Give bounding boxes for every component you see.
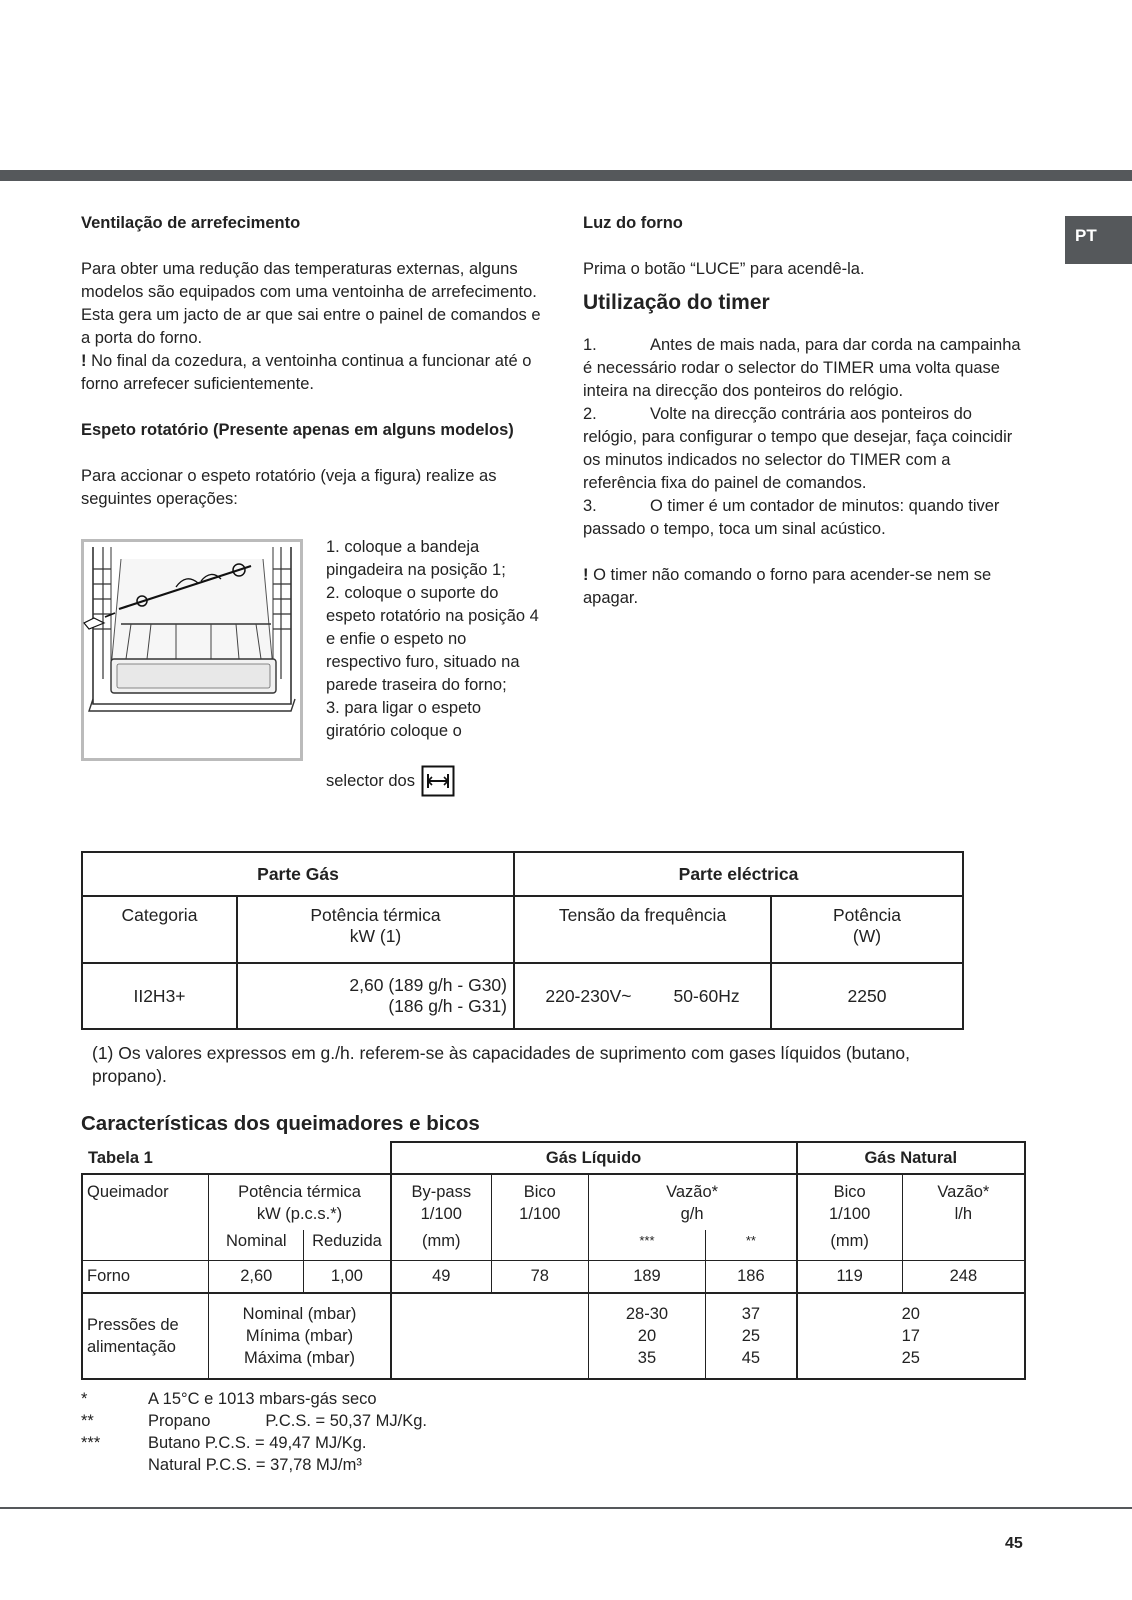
- footnote-symbol: **: [81, 1412, 94, 1430]
- col-thermal-power-line2: kW (1): [349, 926, 402, 946]
- pressure-natural: [797, 1293, 1025, 1379]
- pressure-type: Nominal (mbar): [242, 1305, 357, 1323]
- pressure-propane: [706, 1293, 797, 1379]
- empty-cell: [391, 1293, 589, 1379]
- footnote-symbol: *: [81, 1390, 88, 1408]
- row-pressure-label-line1: Pressões de: [87, 1316, 179, 1334]
- footnotes: [81, 1388, 427, 1476]
- col-nozzle-line1: Bico: [523, 1183, 556, 1201]
- footnote: [81, 1454, 427, 1476]
- empty-cell: [82, 1230, 209, 1260]
- page-number: 45: [1005, 1535, 1023, 1552]
- value-thermal-power-line1: 2,60 (189 g/h - G30): [349, 975, 507, 995]
- footnote-text: A 15°C e 1013 mbars-gás seco: [148, 1390, 377, 1408]
- col-nominal: Nominal: [209, 1230, 304, 1260]
- burners-table: [81, 1141, 1026, 1380]
- col-thermal-power-line2: kW (p.c.s.*): [256, 1205, 343, 1223]
- step-item: 1. coloque a bandeja pingadeira na posição 1;: [326, 538, 506, 579]
- table-note: (1) Os valores expressos em g./h. referem-se às capacidades de suprimento com gases líquidos (butano, propano).: [92, 1043, 911, 1086]
- top-rule: [0, 170, 1132, 181]
- col-nozzle-natural-unit: (mm): [797, 1230, 903, 1260]
- col-flow-natural-line1: Vazão*: [937, 1183, 990, 1201]
- timer-item: [583, 495, 1023, 541]
- pressure-butane: [588, 1293, 706, 1379]
- timer-item-number: 2.: [583, 405, 597, 423]
- cell-nominal: 2,60: [209, 1260, 304, 1293]
- empty-cell: [902, 1230, 1025, 1260]
- col-flow-line2: g/h: [680, 1205, 704, 1223]
- col-flow: [588, 1174, 796, 1230]
- value-voltage: [514, 963, 771, 1029]
- footnote: [81, 1432, 427, 1454]
- col-bypass-unit: (mm): [391, 1230, 492, 1260]
- oven-light-paragraph: Prima o botão “LUCE” para acendê-la.: [583, 260, 865, 278]
- rotisserie-intro: Para accionar o espeto rotatório (veja a figura) realize as seguintes operações:: [81, 467, 497, 508]
- footnote-symbol: [81, 1454, 148, 1476]
- header-liquid-gas: Gás Líquido: [391, 1142, 797, 1174]
- rotisserie-symbol-icon: [421, 765, 455, 797]
- pressure-type: Mínima (mbar): [245, 1327, 354, 1345]
- col-bypass-line2: 1/100: [420, 1205, 462, 1223]
- ventilation-warning-text: No final da cozedura, a ventoinha continua a funcionar até o forno arrefecer suficientemente.: [81, 352, 532, 393]
- cell-bypass: 49: [391, 1260, 492, 1293]
- col-flow-line1: Vazão*: [666, 1183, 719, 1201]
- col-thermal-power: [209, 1174, 391, 1230]
- pressure-value: 17: [901, 1327, 920, 1345]
- row-pressure-label-line2: alimentação: [87, 1338, 176, 1356]
- cell-butane-flow: 189: [588, 1260, 706, 1293]
- section-heading-rotisserie: Espeto rotatório (Presente apenas em alguns modelos): [81, 421, 514, 439]
- col-propane-marker: **: [706, 1230, 797, 1260]
- pressure-value: 37: [741, 1305, 761, 1323]
- value-thermal-power-line2: (186 g/h - G31): [388, 996, 507, 1016]
- step-item: 3. para ligar o espeto giratório coloque o: [326, 699, 482, 740]
- left-column: [81, 212, 546, 511]
- rotisserie-steps: [326, 536, 541, 743]
- row-oven-label: Forno: [82, 1260, 209, 1293]
- pressure-type: Máxima (mbar): [244, 1349, 355, 1367]
- footnote-text: Natural P.C.S. = 37,78 MJ/m³: [148, 1456, 362, 1474]
- col-flow-natural: [902, 1174, 1025, 1230]
- timer-item-text: Volte na direcção contrária aos ponteiros do relógio, para configurar o tempo que desejar, faça coincidir os minutos indicados no selector do TIMER com a referência fixa do painel de comandos.: [583, 405, 1013, 492]
- selector-text: selector dos: [326, 772, 415, 790]
- col-bypass-line1: By-pass: [411, 1183, 472, 1201]
- footnote-text: Butano P.C.S. = 49,47 MJ/Kg.: [148, 1434, 367, 1452]
- col-nozzle-natural-line1: Bico: [833, 1183, 866, 1201]
- section-heading-timer: Utilização do timer: [583, 291, 770, 314]
- cell-nozzle: 78: [491, 1260, 588, 1293]
- footnote: [81, 1410, 427, 1432]
- pressure-value: 20: [637, 1327, 657, 1345]
- empty-cell: [491, 1230, 588, 1260]
- col-nozzle: [491, 1174, 588, 1230]
- section-heading-ventilation: Ventilação de arrefecimento: [81, 214, 301, 232]
- col-burner: Queimador: [82, 1174, 209, 1230]
- pressure-value: 28-30: [625, 1305, 669, 1323]
- value-volt: 220-230V~: [545, 985, 632, 1006]
- pressure-value: 25: [901, 1349, 920, 1367]
- col-thermal-power-line1: Potência térmica: [310, 905, 441, 925]
- row-pressure-label: [82, 1293, 209, 1379]
- footnote-text: Propano P.C.S. = 50,37 MJ/Kg.: [148, 1412, 427, 1430]
- language-tab: PT: [1065, 216, 1132, 264]
- pressure-types: [209, 1293, 391, 1379]
- footnote-symbol: ***: [81, 1434, 101, 1452]
- col-voltage: Tensão da frequência: [514, 896, 771, 963]
- pressure-value: 45: [741, 1349, 761, 1367]
- pressure-value: 35: [637, 1349, 657, 1367]
- timer-warning: [583, 564, 1023, 610]
- value-thermal-power: [237, 963, 514, 1029]
- cell-flow-natural: 248: [902, 1260, 1025, 1293]
- col-butane-marker: ***: [588, 1230, 706, 1260]
- right-column: [583, 212, 1023, 610]
- cell-propane-flow: 186: [706, 1260, 797, 1293]
- step-item: 2. coloque o suporte do espeto rotatório na posição 4 e enfie o espeto no respectivo furo, situado na parede traseira do forno;: [326, 584, 539, 694]
- selector-line: [326, 765, 455, 797]
- col-bypass: [391, 1174, 492, 1230]
- col-category: Categoria: [82, 896, 237, 963]
- warning-mark: !: [81, 352, 87, 370]
- timer-item-number: 3.: [583, 497, 597, 515]
- table-label: Tabela 1: [82, 1142, 391, 1174]
- value-power-w: 2250: [771, 963, 963, 1029]
- header-natural-gas: Gás Natural: [797, 1142, 1025, 1174]
- bottom-rule: [0, 1507, 1132, 1509]
- timer-item: [583, 334, 1023, 403]
- col-nozzle-natural: [797, 1174, 903, 1230]
- header-gas-part: Parte Gás: [82, 852, 514, 896]
- pressure-value: 20: [901, 1305, 920, 1323]
- col-nozzle-line2: 1/100: [519, 1205, 561, 1223]
- timer-item-text: O timer é um contador de minutos: quando tiver passado o tempo, toca um sinal acústico.: [583, 497, 1000, 538]
- col-reduced: Reduzida: [304, 1230, 391, 1260]
- col-thermal-power: [237, 896, 514, 963]
- header-electric-part: Parte eléctrica: [514, 852, 963, 896]
- gas-electric-table: [81, 851, 964, 1030]
- timer-item-number: 1.: [583, 336, 597, 354]
- footnote: [81, 1388, 427, 1410]
- timer-item-text: Antes de mais nada, para dar corda na campainha é necessário rodar o selector do TIMER uma volta quase inteira na direcção dos ponteiros do relógio.: [583, 336, 1021, 400]
- timer-warning-text: O timer não comando o forno para acender-se nem se apagar.: [583, 566, 992, 607]
- oven-rotisserie-figure: [81, 539, 303, 761]
- col-power-line1: Potência: [832, 905, 902, 925]
- warning-mark: !: [583, 566, 589, 584]
- col-flow-natural-line2: l/h: [954, 1205, 973, 1223]
- ventilation-warning: [81, 350, 546, 396]
- section-heading-oven-light: Luz do forno: [583, 214, 683, 232]
- ventilation-paragraph: Para obter uma redução das temperaturas externas, alguns modelos são equipados com uma ventoinha de arrefecimento. Esta gera um jacto de ar que sai entre o painel de comandos e a porta do forno.: [81, 260, 541, 347]
- col-nozzle-natural-line2: 1/100: [828, 1205, 871, 1223]
- value-category: II2H3+: [82, 963, 237, 1029]
- col-thermal-power-line1: Potência térmica: [238, 1183, 361, 1201]
- timer-item: [583, 403, 1023, 495]
- pressure-value: 25: [741, 1327, 761, 1345]
- cell-nozzle-natural: 119: [797, 1260, 903, 1293]
- col-power-line2: (W): [852, 926, 882, 946]
- col-power-w: [771, 896, 963, 963]
- value-hz: 50-60Hz: [673, 985, 740, 1006]
- section-heading-burners: Características dos queimadores e bicos: [81, 1112, 480, 1135]
- cell-reduced: 1,00: [304, 1260, 391, 1293]
